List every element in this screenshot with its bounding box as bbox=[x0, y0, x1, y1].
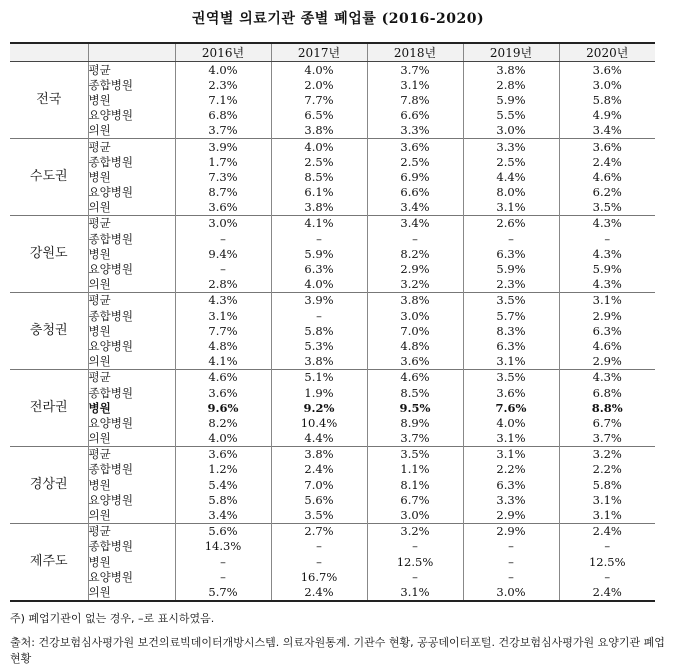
rate-cell: 3.1% bbox=[463, 431, 559, 447]
rate-cell: 3.8% bbox=[463, 62, 559, 78]
rate-cell: 3.1% bbox=[367, 584, 463, 600]
rate-cell: 2.3% bbox=[175, 77, 271, 92]
facility-type-label: 요양병원 bbox=[88, 415, 175, 430]
header-year: 2017년 bbox=[271, 43, 367, 62]
facility-type-label: 의원 bbox=[88, 354, 175, 370]
facility-type-label: 요양병원 bbox=[88, 185, 175, 200]
rate-cell: 16.7% bbox=[271, 569, 367, 584]
rate-cell: 6.3% bbox=[463, 338, 559, 353]
region-label: 충청권 bbox=[10, 292, 88, 369]
facility-type-label: 병원 bbox=[88, 554, 175, 569]
table-row bbox=[10, 492, 655, 507]
facility-type-label: 요양병원 bbox=[88, 338, 175, 353]
rate-cell: 4.4% bbox=[463, 169, 559, 184]
rate-cell: 6.9% bbox=[367, 169, 463, 184]
rate-cell: 2.4% bbox=[559, 584, 655, 600]
rate-cell: 3.8% bbox=[271, 354, 367, 370]
region-label: 경상권 bbox=[10, 446, 88, 523]
facility-type-label: 병원 bbox=[88, 246, 175, 261]
rate-cell: 3.5% bbox=[559, 200, 655, 216]
rate-cell: 9.2% bbox=[271, 400, 367, 415]
region-label: 전라권 bbox=[10, 369, 88, 446]
rate-cell: 6.5% bbox=[271, 108, 367, 123]
table-row bbox=[10, 261, 655, 276]
facility-type-label: 종합병원 bbox=[88, 308, 175, 323]
rate-cell: 2.0% bbox=[271, 77, 367, 92]
header-year: 2018년 bbox=[367, 43, 463, 62]
rate-cell: – bbox=[271, 539, 367, 554]
rate-cell: 7.3% bbox=[175, 169, 271, 184]
rate-cell: 2.5% bbox=[367, 154, 463, 169]
table-row bbox=[10, 369, 655, 385]
table-row bbox=[10, 123, 655, 139]
facility-type-label: 병원 bbox=[88, 92, 175, 107]
rate-cell: 4.0% bbox=[271, 62, 367, 78]
rate-cell: 9.5% bbox=[367, 400, 463, 415]
table-row bbox=[10, 77, 655, 92]
table-row bbox=[10, 154, 655, 169]
facility-type-label: 평균 bbox=[88, 446, 175, 462]
rate-cell: 3.6% bbox=[559, 62, 655, 78]
rate-cell: 5.5% bbox=[463, 108, 559, 123]
rate-cell: 3.2% bbox=[367, 277, 463, 293]
rate-cell: 2.9% bbox=[463, 523, 559, 539]
header-year: 2019년 bbox=[463, 43, 559, 62]
rate-cell: 12.5% bbox=[367, 554, 463, 569]
rate-cell: 4.4% bbox=[271, 431, 367, 447]
rate-cell: 3.0% bbox=[463, 584, 559, 600]
rate-cell: 3.3% bbox=[367, 123, 463, 139]
rate-cell: 3.7% bbox=[367, 431, 463, 447]
rate-cell: 5.8% bbox=[559, 477, 655, 492]
rate-cell: 12.5% bbox=[559, 554, 655, 569]
rate-cell: 2.2% bbox=[559, 462, 655, 477]
rate-cell: 3.7% bbox=[175, 123, 271, 139]
table-row bbox=[10, 415, 655, 430]
rate-cell: 9.6% bbox=[175, 400, 271, 415]
rate-cell: 7.6% bbox=[463, 400, 559, 415]
rate-cell: – bbox=[175, 554, 271, 569]
rate-cell: 3.6% bbox=[175, 200, 271, 216]
closure-rate-table bbox=[10, 42, 655, 602]
table-body bbox=[10, 62, 655, 601]
rate-cell: 2.3% bbox=[463, 277, 559, 293]
rate-cell: 4.6% bbox=[175, 369, 271, 385]
rate-cell: 8.3% bbox=[463, 323, 559, 338]
table-row bbox=[10, 539, 655, 554]
table-row bbox=[10, 92, 655, 107]
rate-cell: 3.1% bbox=[559, 492, 655, 507]
rate-cell: 3.1% bbox=[367, 77, 463, 92]
rate-cell: 3.3% bbox=[463, 492, 559, 507]
rate-cell: 6.8% bbox=[559, 385, 655, 400]
header-year: 2016년 bbox=[175, 43, 271, 62]
rate-cell: 7.0% bbox=[367, 323, 463, 338]
rate-cell: – bbox=[463, 554, 559, 569]
facility-type-label: 종합병원 bbox=[88, 154, 175, 169]
table-row bbox=[10, 246, 655, 261]
table-row bbox=[10, 507, 655, 523]
header-type bbox=[88, 43, 175, 62]
rate-cell: 4.3% bbox=[559, 246, 655, 261]
table-row bbox=[10, 215, 655, 231]
rate-cell: 2.6% bbox=[463, 215, 559, 231]
facility-type-label: 의원 bbox=[88, 277, 175, 293]
rate-cell: 2.9% bbox=[559, 308, 655, 323]
rate-cell: 5.8% bbox=[271, 323, 367, 338]
rate-cell: 7.8% bbox=[367, 92, 463, 107]
table-row bbox=[10, 554, 655, 569]
rate-cell: 3.6% bbox=[559, 138, 655, 154]
rate-cell: 3.2% bbox=[559, 446, 655, 462]
rate-cell: 7.7% bbox=[271, 92, 367, 107]
rate-cell: 1.9% bbox=[271, 385, 367, 400]
rate-cell: 3.0% bbox=[367, 308, 463, 323]
rate-cell: 2.9% bbox=[463, 507, 559, 523]
rate-cell: 6.6% bbox=[367, 185, 463, 200]
facility-type-label: 종합병원 bbox=[88, 539, 175, 554]
rate-cell: 8.5% bbox=[271, 169, 367, 184]
facility-type-label: 평균 bbox=[88, 138, 175, 154]
facility-type-label: 의원 bbox=[88, 431, 175, 447]
table-row bbox=[10, 308, 655, 323]
rate-cell: 2.8% bbox=[175, 277, 271, 293]
rate-cell: 3.0% bbox=[559, 77, 655, 92]
facility-type-label: 평균 bbox=[88, 369, 175, 385]
table-row bbox=[10, 400, 655, 415]
rate-cell: 4.3% bbox=[559, 277, 655, 293]
rate-cell: 3.7% bbox=[367, 62, 463, 78]
rate-cell: 8.8% bbox=[559, 400, 655, 415]
rate-cell: 5.9% bbox=[463, 92, 559, 107]
rate-cell: 4.6% bbox=[559, 338, 655, 353]
rate-cell: 7.1% bbox=[175, 92, 271, 107]
rate-cell: 2.4% bbox=[271, 462, 367, 477]
facility-type-label: 요양병원 bbox=[88, 569, 175, 584]
rate-cell: 6.3% bbox=[559, 323, 655, 338]
rate-cell: 3.2% bbox=[367, 523, 463, 539]
rate-cell: 4.9% bbox=[559, 108, 655, 123]
table-row bbox=[10, 185, 655, 200]
rate-cell: 4.3% bbox=[559, 369, 655, 385]
rate-cell: 14.3% bbox=[175, 539, 271, 554]
rate-cell: – bbox=[463, 539, 559, 554]
rate-cell: 3.6% bbox=[175, 385, 271, 400]
facility-type-label: 종합병원 bbox=[88, 385, 175, 400]
rate-cell: 3.3% bbox=[463, 138, 559, 154]
rate-cell: 8.2% bbox=[175, 415, 271, 430]
table-row bbox=[10, 169, 655, 184]
facility-type-label: 병원 bbox=[88, 169, 175, 184]
table-row bbox=[10, 477, 655, 492]
rate-cell: 2.5% bbox=[463, 154, 559, 169]
rate-cell: 4.3% bbox=[175, 292, 271, 308]
rate-cell: 6.3% bbox=[463, 477, 559, 492]
rate-cell: 6.8% bbox=[175, 108, 271, 123]
rate-cell: 3.0% bbox=[367, 507, 463, 523]
table-row bbox=[10, 231, 655, 246]
rate-cell: 2.8% bbox=[463, 77, 559, 92]
header-corner bbox=[10, 43, 88, 62]
table-title: 권역별 의료기관 종별 폐업률 (2016-2020) bbox=[191, 11, 485, 27]
rate-cell: 4.3% bbox=[559, 215, 655, 231]
rate-cell: – bbox=[367, 231, 463, 246]
rate-cell: – bbox=[463, 569, 559, 584]
rate-cell: 3.5% bbox=[463, 292, 559, 308]
facility-type-label: 종합병원 bbox=[88, 462, 175, 477]
rate-cell: – bbox=[175, 569, 271, 584]
rate-cell: 4.8% bbox=[367, 338, 463, 353]
rate-cell: 2.7% bbox=[271, 523, 367, 539]
table-row bbox=[10, 138, 655, 154]
facility-type-label: 종합병원 bbox=[88, 231, 175, 246]
rate-cell: 5.8% bbox=[559, 92, 655, 107]
rate-cell: 4.0% bbox=[175, 431, 271, 447]
rate-cell: 3.1% bbox=[559, 507, 655, 523]
facility-type-label: 의원 bbox=[88, 507, 175, 523]
rate-cell: 3.4% bbox=[175, 507, 271, 523]
rate-cell: 5.9% bbox=[559, 261, 655, 276]
rate-cell: 3.4% bbox=[367, 200, 463, 216]
rate-cell: 3.5% bbox=[463, 369, 559, 385]
rate-cell: 8.5% bbox=[367, 385, 463, 400]
rate-cell: 3.6% bbox=[367, 138, 463, 154]
rate-cell: – bbox=[463, 231, 559, 246]
rate-cell: 6.2% bbox=[559, 185, 655, 200]
rate-cell: 4.6% bbox=[559, 169, 655, 184]
rate-cell: 3.6% bbox=[175, 446, 271, 462]
rate-cell: – bbox=[367, 569, 463, 584]
table-row bbox=[10, 431, 655, 447]
rate-cell: 7.7% bbox=[175, 323, 271, 338]
rate-cell: – bbox=[271, 308, 367, 323]
facility-type-label: 병원 bbox=[88, 400, 175, 415]
facility-type-label: 병원 bbox=[88, 323, 175, 338]
rate-cell: 7.0% bbox=[271, 477, 367, 492]
table-row bbox=[10, 277, 655, 293]
rate-cell: 2.4% bbox=[559, 154, 655, 169]
rate-cell: 3.4% bbox=[559, 123, 655, 139]
rate-cell: 4.0% bbox=[271, 277, 367, 293]
table-row bbox=[10, 323, 655, 338]
rate-cell: 3.7% bbox=[559, 431, 655, 447]
facility-type-label: 평균 bbox=[88, 292, 175, 308]
rate-cell: 3.0% bbox=[175, 215, 271, 231]
facility-type-label: 병원 bbox=[88, 477, 175, 492]
rate-cell: 6.7% bbox=[367, 492, 463, 507]
rate-cell: 6.3% bbox=[463, 246, 559, 261]
rate-cell: 3.8% bbox=[271, 123, 367, 139]
facility-type-label: 평균 bbox=[88, 215, 175, 231]
table-row bbox=[10, 354, 655, 370]
rate-cell: 4.1% bbox=[175, 354, 271, 370]
rate-cell: 3.8% bbox=[271, 446, 367, 462]
rate-cell: 6.3% bbox=[271, 261, 367, 276]
rate-cell: 6.7% bbox=[559, 415, 655, 430]
rate-cell: 4.8% bbox=[175, 338, 271, 353]
table-row bbox=[10, 62, 655, 78]
rate-cell: – bbox=[175, 261, 271, 276]
rate-cell: 3.1% bbox=[175, 308, 271, 323]
rate-cell: 5.6% bbox=[271, 492, 367, 507]
facility-type-label: 의원 bbox=[88, 123, 175, 139]
table-row bbox=[10, 569, 655, 584]
rate-cell: 2.5% bbox=[271, 154, 367, 169]
rate-cell: 5.7% bbox=[175, 584, 271, 600]
rate-cell: – bbox=[559, 231, 655, 246]
rate-cell: 2.2% bbox=[463, 462, 559, 477]
header-row bbox=[10, 43, 655, 62]
rate-cell: 4.1% bbox=[271, 215, 367, 231]
rate-cell: 3.4% bbox=[367, 215, 463, 231]
rate-cell: 5.9% bbox=[271, 246, 367, 261]
rate-cell: 5.7% bbox=[463, 308, 559, 323]
facility-type-label: 의원 bbox=[88, 200, 175, 216]
facility-type-label: 평균 bbox=[88, 62, 175, 78]
rate-cell: 2.4% bbox=[271, 584, 367, 600]
rate-cell: 4.6% bbox=[367, 369, 463, 385]
rate-cell: 4.0% bbox=[463, 415, 559, 430]
rate-cell: 10.4% bbox=[271, 415, 367, 430]
rate-cell: 3.5% bbox=[271, 507, 367, 523]
region-label: 제주도 bbox=[10, 523, 88, 600]
table-row bbox=[10, 462, 655, 477]
rate-cell: 1.1% bbox=[367, 462, 463, 477]
rate-cell: 3.8% bbox=[271, 200, 367, 216]
region-label: 강원도 bbox=[10, 215, 88, 292]
region-label: 전국 bbox=[10, 62, 88, 139]
rate-cell: – bbox=[175, 231, 271, 246]
rate-cell: 5.6% bbox=[175, 523, 271, 539]
rate-cell: 4.0% bbox=[271, 138, 367, 154]
rate-cell: 3.1% bbox=[463, 354, 559, 370]
rate-cell: 5.8% bbox=[175, 492, 271, 507]
rate-cell: 3.8% bbox=[367, 292, 463, 308]
rate-cell: 5.3% bbox=[271, 338, 367, 353]
rate-cell: 8.2% bbox=[367, 246, 463, 261]
rate-cell: 3.6% bbox=[367, 354, 463, 370]
rate-cell: 8.7% bbox=[175, 185, 271, 200]
rate-cell: 6.6% bbox=[367, 108, 463, 123]
rate-cell: 3.0% bbox=[463, 123, 559, 139]
rate-cell: – bbox=[367, 539, 463, 554]
rate-cell: 9.4% bbox=[175, 246, 271, 261]
rate-cell: 3.9% bbox=[271, 292, 367, 308]
facility-type-label: 요양병원 bbox=[88, 492, 175, 507]
rate-cell: 2.9% bbox=[559, 354, 655, 370]
rate-cell: 2.4% bbox=[559, 523, 655, 539]
rate-cell: 3.1% bbox=[559, 292, 655, 308]
table-row bbox=[10, 200, 655, 216]
table-row bbox=[10, 338, 655, 353]
rate-cell: 6.1% bbox=[271, 185, 367, 200]
rate-cell: 3.9% bbox=[175, 138, 271, 154]
rate-cell: 4.0% bbox=[175, 62, 271, 78]
rate-cell: 8.9% bbox=[367, 415, 463, 430]
table-row bbox=[10, 385, 655, 400]
source-note: 출처: 건강보험심사평가원 보건의료빅데이터개방시스템. 의료자원통계. 기관수 현황, 공공데이터포털. 건강보험심사평가원 요양기관 폐업 현황 bbox=[10, 636, 665, 665]
region-label: 수도권 bbox=[10, 138, 88, 215]
table-row bbox=[10, 446, 655, 462]
table-row bbox=[10, 584, 655, 600]
facility-type-label: 의원 bbox=[88, 584, 175, 600]
rate-cell: 3.6% bbox=[463, 385, 559, 400]
footnote: 주) 폐업기관이 없는 경우, –로 표시하였음. bbox=[10, 612, 215, 625]
rate-cell: – bbox=[271, 554, 367, 569]
rate-cell: 2.9% bbox=[367, 261, 463, 276]
rate-cell: 5.9% bbox=[463, 261, 559, 276]
facility-type-label: 평균 bbox=[88, 523, 175, 539]
facility-type-label: 요양병원 bbox=[88, 261, 175, 276]
table-row bbox=[10, 108, 655, 123]
rate-cell: 8.0% bbox=[463, 185, 559, 200]
rate-cell: – bbox=[559, 539, 655, 554]
rate-cell: 8.1% bbox=[367, 477, 463, 492]
header-year: 2020년 bbox=[559, 43, 655, 62]
table-row bbox=[10, 523, 655, 539]
rate-cell: 1.2% bbox=[175, 462, 271, 477]
rate-cell: 3.5% bbox=[367, 446, 463, 462]
rate-cell: – bbox=[271, 231, 367, 246]
rate-cell: 5.1% bbox=[271, 369, 367, 385]
rate-cell: – bbox=[559, 569, 655, 584]
rate-cell: 5.4% bbox=[175, 477, 271, 492]
rate-cell: 3.1% bbox=[463, 446, 559, 462]
rate-cell: 1.7% bbox=[175, 154, 271, 169]
facility-type-label: 요양병원 bbox=[88, 108, 175, 123]
facility-type-label: 종합병원 bbox=[88, 77, 175, 92]
table-row bbox=[10, 292, 655, 308]
rate-cell: 3.1% bbox=[463, 200, 559, 216]
